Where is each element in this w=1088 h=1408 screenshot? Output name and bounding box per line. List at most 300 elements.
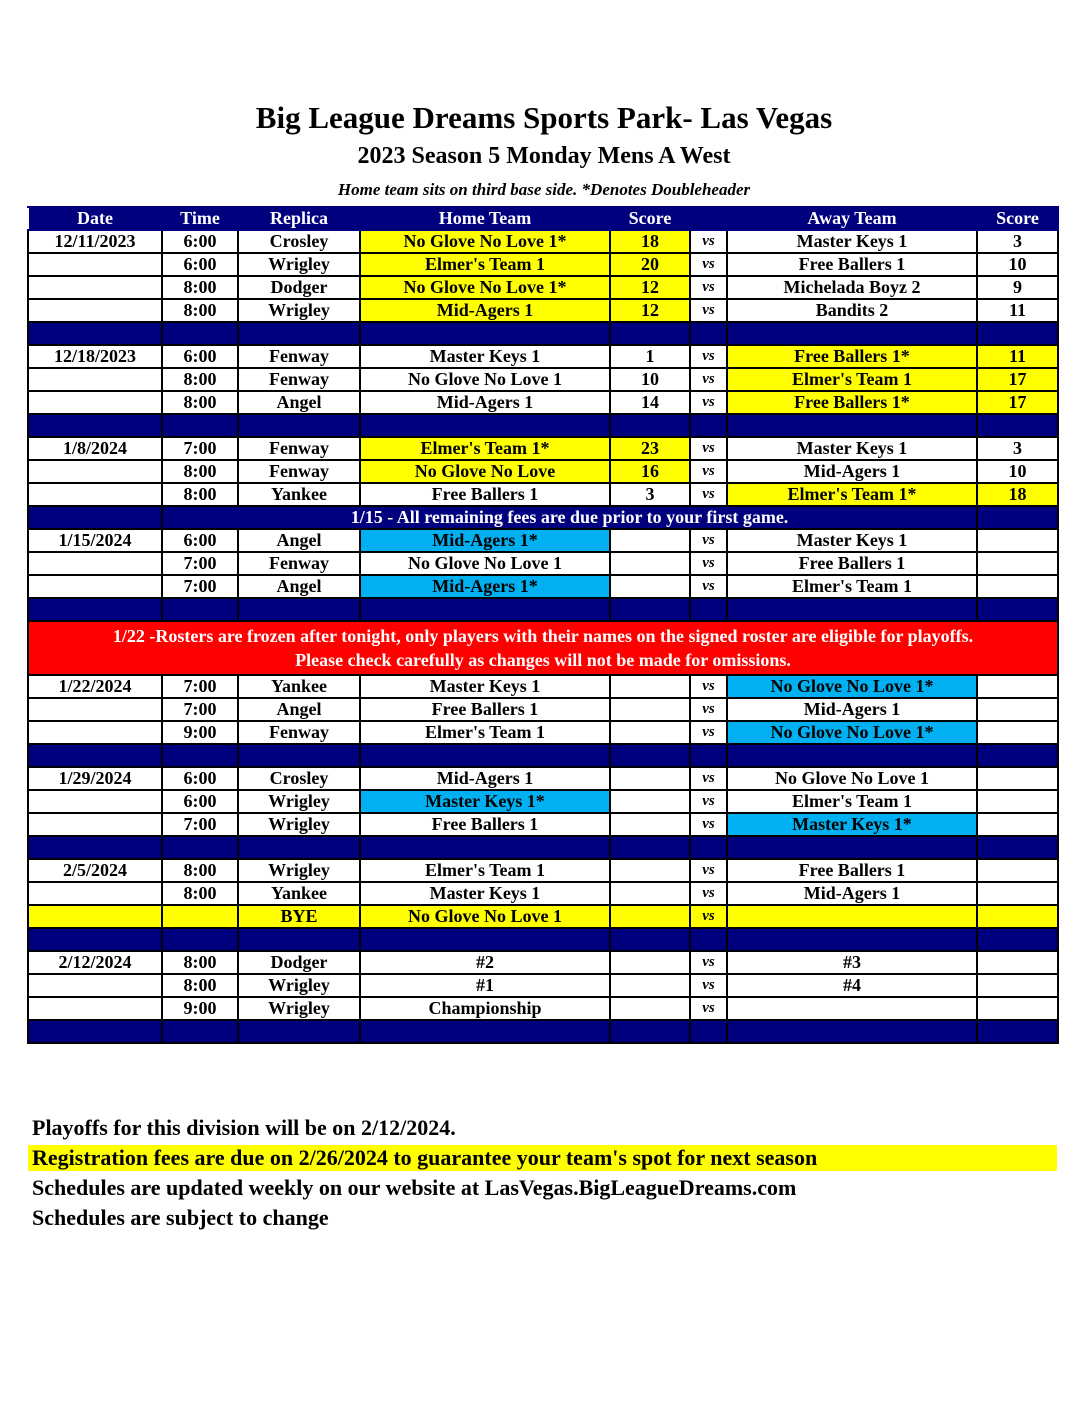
vs-cell: vs (690, 368, 727, 391)
replica-cell: Fenway (238, 437, 360, 460)
vs-cell: vs (690, 230, 727, 253)
separator-cell (360, 1020, 610, 1043)
time-cell: 7:00 (162, 675, 238, 698)
away-team-cell (727, 905, 977, 928)
date-cell (28, 997, 162, 1020)
separator-cell (238, 744, 360, 767)
fee-notice: 1/15 - All remaining fees are due prior to your first game. (162, 506, 977, 529)
time-cell: 6:00 (162, 767, 238, 790)
roster-freeze-banner (28, 621, 1058, 675)
time-cell: 7:00 (162, 698, 238, 721)
away-team-cell: Elmer's Team 1 (727, 575, 977, 598)
away-score-cell (977, 767, 1058, 790)
date-cell (28, 974, 162, 997)
date-cell: 1/15/2024 (28, 529, 162, 552)
game-row (28, 345, 1058, 368)
home-team-cell: Championship (360, 997, 610, 1020)
game-row (28, 882, 1058, 905)
change-note: Schedules are subject to change (32, 1205, 329, 1230)
home-team-cell: Free Ballers 1 (360, 813, 610, 836)
away-team-cell (727, 997, 977, 1020)
home-score-cell (610, 767, 690, 790)
separator-cell (610, 836, 690, 859)
home-team-cell: Mid-Agers 1 (360, 299, 610, 322)
date-cell: 2/12/2024 (28, 951, 162, 974)
game-row (28, 767, 1058, 790)
date-cell (28, 483, 162, 506)
replica-cell: Crosley (238, 230, 360, 253)
time-cell: 7:00 (162, 437, 238, 460)
away-team-cell: Free Ballers 1 (727, 552, 977, 575)
separator-cell (162, 414, 238, 437)
season-subtitle: 2023 Season 5 Monday Mens A West (357, 143, 731, 169)
separator-cell (727, 322, 977, 345)
replica-cell: Wrigley (238, 859, 360, 882)
date-cell (28, 721, 162, 744)
separator-cell (28, 836, 162, 859)
away-score-cell (977, 552, 1058, 575)
separator-cell (727, 1020, 977, 1043)
replica-cell: Angel (238, 575, 360, 598)
away-team-cell: Elmer's Team 1 (727, 790, 977, 813)
separator-cell (690, 598, 727, 621)
game-row (28, 698, 1058, 721)
game-row (28, 721, 1058, 744)
vs-cell: vs (690, 299, 727, 322)
home-team-cell: Elmer's Team 1 (360, 859, 610, 882)
separator-cell (977, 414, 1058, 437)
home-score-cell (610, 698, 690, 721)
away-team-cell: Free Ballers 1* (727, 345, 977, 368)
separator-cell (610, 928, 690, 951)
separator-cell (238, 322, 360, 345)
away-score-cell: 3 (977, 230, 1058, 253)
separator-row (28, 598, 1058, 621)
replica-cell: Dodger (238, 951, 360, 974)
fee-notice-row (28, 506, 1058, 529)
home-team-cell: Free Ballers 1 (360, 698, 610, 721)
date-cell (28, 575, 162, 598)
header-vs (690, 207, 727, 230)
away-score-cell (977, 698, 1058, 721)
away-team-cell: Master Keys 1 (727, 230, 977, 253)
time-cell: 8:00 (162, 276, 238, 299)
home-team-note: Home team sits on third base side. *Denotes Doubleheader (337, 180, 751, 199)
home-score-cell: 12 (610, 276, 690, 299)
separator-cell (162, 744, 238, 767)
home-team-cell: No Glove No Love 1 (360, 368, 610, 391)
vs-cell: vs (690, 882, 727, 905)
away-score-cell (977, 951, 1058, 974)
header-away-score: Score (977, 207, 1058, 230)
header-home-score: Score (610, 207, 690, 230)
separator-cell (238, 1020, 360, 1043)
home-team-cell: Mid-Agers 1* (360, 575, 610, 598)
away-team-cell: Master Keys 1 (727, 437, 977, 460)
home-score-cell: 3 (610, 483, 690, 506)
time-cell: 8:00 (162, 299, 238, 322)
separator-cell (727, 928, 977, 951)
home-team-cell: Mid-Agers 1 (360, 767, 610, 790)
home-score-cell (610, 997, 690, 1020)
separator-cell (162, 836, 238, 859)
time-cell: 6:00 (162, 345, 238, 368)
separator-cell (238, 414, 360, 437)
vs-cell: vs (690, 575, 727, 598)
home-team-cell: Elmer's Team 1 (360, 721, 610, 744)
away-score-cell (977, 721, 1058, 744)
away-team-cell: Free Ballers 1* (727, 391, 977, 414)
date-cell (28, 813, 162, 836)
separator-cell (360, 836, 610, 859)
separator-cell (610, 744, 690, 767)
replica-cell: Yankee (238, 882, 360, 905)
home-team-cell: Master Keys 1* (360, 790, 610, 813)
away-score-cell: 3 (977, 437, 1058, 460)
home-score-cell: 16 (610, 460, 690, 483)
vs-cell: vs (690, 951, 727, 974)
separator-cell (162, 928, 238, 951)
away-score-cell (977, 675, 1058, 698)
separator-cell (360, 414, 610, 437)
home-score-cell (610, 905, 690, 928)
away-score-cell (977, 997, 1058, 1020)
away-team-cell: Mid-Agers 1 (727, 460, 977, 483)
date-cell (28, 882, 162, 905)
roster-freeze-text (28, 621, 1058, 675)
vs-cell: vs (690, 905, 727, 928)
home-team-cell: No Glove No Love 1 (360, 905, 610, 928)
away-score-cell (977, 813, 1058, 836)
away-team-cell: No Glove No Love 1* (727, 721, 977, 744)
time-cell: 8:00 (162, 483, 238, 506)
separator-cell (610, 414, 690, 437)
game-row (28, 675, 1058, 698)
game-row (28, 437, 1058, 460)
game-row (28, 253, 1058, 276)
time-cell: 7:00 (162, 552, 238, 575)
home-score-cell (610, 575, 690, 598)
home-team-cell: Master Keys 1 (360, 675, 610, 698)
game-row (28, 790, 1058, 813)
separator-cell (360, 928, 610, 951)
game-row (28, 951, 1058, 974)
game-row (28, 529, 1058, 552)
game-row (28, 859, 1058, 882)
replica-cell: Fenway (238, 552, 360, 575)
table-header (28, 207, 1058, 230)
page-title: Big League Dreams Sports Park- Las Vegas (255, 100, 833, 135)
separator-row (28, 1020, 1058, 1043)
header-away-team: Away Team (727, 207, 977, 230)
home-score-cell: 10 (610, 368, 690, 391)
vs-cell: vs (690, 529, 727, 552)
header-replica: Replica (238, 207, 360, 230)
replica-cell: Fenway (238, 460, 360, 483)
date-cell (28, 460, 162, 483)
separator-cell (977, 836, 1058, 859)
vs-cell: vs (690, 767, 727, 790)
separator-cell (238, 836, 360, 859)
separator-cell (977, 928, 1058, 951)
away-team-cell: No Glove No Love 1 (727, 767, 977, 790)
separator-cell (977, 598, 1058, 621)
replica-cell: Fenway (238, 721, 360, 744)
separator-cell (28, 506, 162, 529)
home-score-cell (610, 951, 690, 974)
separator-cell (690, 1020, 727, 1043)
game-row (28, 230, 1058, 253)
separator-cell (360, 322, 610, 345)
playoffs-note: Playoffs for this division will be on 2/12/2024. (32, 1115, 456, 1140)
separator-cell (727, 744, 977, 767)
away-team-cell: Bandits 2 (727, 299, 977, 322)
replica-cell: Fenway (238, 368, 360, 391)
game-row (28, 974, 1058, 997)
game-row (28, 276, 1058, 299)
game-row (28, 813, 1058, 836)
away-team-cell: Michelada Boyz 2 (727, 276, 977, 299)
game-row (28, 483, 1058, 506)
time-cell: 7:00 (162, 575, 238, 598)
separator-cell (28, 414, 162, 437)
vs-cell: vs (690, 974, 727, 997)
time-cell: 6:00 (162, 790, 238, 813)
replica-cell: Wrigley (238, 299, 360, 322)
time-cell: 9:00 (162, 997, 238, 1020)
separator-cell (727, 836, 977, 859)
separator-cell (690, 414, 727, 437)
time-cell: 8:00 (162, 368, 238, 391)
away-team-cell: Elmer's Team 1* (727, 483, 977, 506)
vs-cell: vs (690, 345, 727, 368)
replica-cell: Wrigley (238, 790, 360, 813)
time-cell: 9:00 (162, 721, 238, 744)
separator-row (28, 744, 1058, 767)
separator-cell (977, 506, 1058, 529)
time-cell: 6:00 (162, 529, 238, 552)
separator-cell (610, 1020, 690, 1043)
replica-cell: Angel (238, 698, 360, 721)
separator-cell (977, 1020, 1058, 1043)
away-team-cell: No Glove No Love 1* (727, 675, 977, 698)
separator-cell (610, 322, 690, 345)
home-team-cell: Master Keys 1 (360, 882, 610, 905)
home-team-cell: Mid-Agers 1* (360, 529, 610, 552)
separator-cell (238, 598, 360, 621)
time-cell: 8:00 (162, 974, 238, 997)
header-time: Time (162, 207, 238, 230)
separator-row (28, 928, 1058, 951)
header-home-team: Home Team (360, 207, 610, 230)
home-score-cell (610, 552, 690, 575)
home-score-cell: 20 (610, 253, 690, 276)
separator-cell (28, 1020, 162, 1043)
date-cell (28, 698, 162, 721)
vs-cell: vs (690, 790, 727, 813)
time-cell: 6:00 (162, 230, 238, 253)
home-score-cell (610, 974, 690, 997)
vs-cell: vs (690, 859, 727, 882)
vs-cell: vs (690, 552, 727, 575)
date-cell: 12/11/2023 (28, 230, 162, 253)
home-score-cell (610, 675, 690, 698)
banner-line: 1/22 -Rosters are frozen after tonight, only players with their names on the signed roster are eligible for playoffs. (112, 626, 974, 646)
separator-row (28, 322, 1058, 345)
away-score-cell: 17 (977, 391, 1058, 414)
time-cell: 8:00 (162, 859, 238, 882)
replica-cell: Yankee (238, 483, 360, 506)
time-cell: 8:00 (162, 391, 238, 414)
date-cell (28, 905, 162, 928)
home-score-cell (610, 859, 690, 882)
game-row (28, 905, 1058, 928)
separator-cell (690, 744, 727, 767)
home-team-cell: Elmer's Team 1* (360, 437, 610, 460)
separator-cell (162, 322, 238, 345)
vs-cell: vs (690, 721, 727, 744)
home-team-cell: Elmer's Team 1 (360, 253, 610, 276)
separator-cell (727, 414, 977, 437)
game-row (28, 391, 1058, 414)
home-team-cell: #2 (360, 951, 610, 974)
home-team-cell: #1 (360, 974, 610, 997)
away-team-cell: Master Keys 1 (727, 529, 977, 552)
away-score-cell: 9 (977, 276, 1058, 299)
separator-cell (162, 598, 238, 621)
date-cell (28, 253, 162, 276)
away-team-cell: #4 (727, 974, 977, 997)
date-cell (28, 790, 162, 813)
home-score-cell (610, 721, 690, 744)
away-score-cell (977, 575, 1058, 598)
away-score-cell: 18 (977, 483, 1058, 506)
home-team-cell: Mid-Agers 1 (360, 391, 610, 414)
away-score-cell: 17 (977, 368, 1058, 391)
away-team-cell: Free Ballers 1 (727, 253, 977, 276)
separator-cell (690, 322, 727, 345)
away-team-cell: Elmer's Team 1 (727, 368, 977, 391)
website-note: Schedules are updated weekly on our website at LasVegas.BigLeagueDreams.com (32, 1175, 797, 1200)
replica-cell: Yankee (238, 675, 360, 698)
game-row (28, 460, 1058, 483)
separator-cell (360, 598, 610, 621)
away-team-cell: Mid-Agers 1 (727, 698, 977, 721)
time-cell: 8:00 (162, 951, 238, 974)
date-cell: 1/22/2024 (28, 675, 162, 698)
game-row (28, 299, 1058, 322)
away-team-cell: Free Ballers 1 (727, 859, 977, 882)
separator-cell (28, 744, 162, 767)
vs-cell: vs (690, 997, 727, 1020)
date-cell (28, 552, 162, 575)
time-cell (162, 905, 238, 928)
game-row (28, 575, 1058, 598)
banner-line: Please check carefully as changes will not be made for omissions. (295, 650, 791, 670)
separator-cell (238, 928, 360, 951)
home-score-cell (610, 882, 690, 905)
vs-cell: vs (690, 675, 727, 698)
vs-cell: vs (690, 437, 727, 460)
vs-cell: vs (690, 813, 727, 836)
separator-cell (162, 1020, 238, 1043)
away-team-cell: Mid-Agers 1 (727, 882, 977, 905)
vs-cell: vs (690, 698, 727, 721)
away-score-cell (977, 905, 1058, 928)
separator-cell (28, 598, 162, 621)
home-score-cell (610, 790, 690, 813)
away-score-cell (977, 974, 1058, 997)
separator-row (28, 414, 1058, 437)
separator-row (28, 836, 1058, 859)
vs-cell: vs (690, 460, 727, 483)
home-score-cell: 12 (610, 299, 690, 322)
separator-cell (360, 744, 610, 767)
separator-cell (977, 744, 1058, 767)
date-cell (28, 368, 162, 391)
time-cell: 6:00 (162, 253, 238, 276)
separator-cell (727, 598, 977, 621)
replica-cell: Wrigley (238, 974, 360, 997)
schedule-table (27, 206, 1059, 1044)
time-cell: 7:00 (162, 813, 238, 836)
home-team-cell: Free Ballers 1 (360, 483, 610, 506)
away-score-cell: 10 (977, 460, 1058, 483)
away-team-cell: Master Keys 1* (727, 813, 977, 836)
replica-cell: Dodger (238, 276, 360, 299)
vs-cell: vs (690, 391, 727, 414)
game-row (28, 368, 1058, 391)
replica-cell: BYE (238, 905, 360, 928)
away-score-cell: 10 (977, 253, 1058, 276)
date-cell (28, 391, 162, 414)
replica-cell: Angel (238, 529, 360, 552)
away-team-cell: #3 (727, 951, 977, 974)
separator-cell (977, 322, 1058, 345)
date-cell: 1/8/2024 (28, 437, 162, 460)
game-row (28, 997, 1058, 1020)
away-score-cell (977, 859, 1058, 882)
separator-cell (690, 928, 727, 951)
home-score-cell: 14 (610, 391, 690, 414)
vs-cell: vs (690, 276, 727, 299)
home-score-cell: 23 (610, 437, 690, 460)
date-cell (28, 276, 162, 299)
home-score-cell (610, 813, 690, 836)
away-score-cell: 11 (977, 345, 1058, 368)
home-team-cell: Master Keys 1 (360, 345, 610, 368)
away-score-cell (977, 790, 1058, 813)
separator-cell (690, 836, 727, 859)
header-date: Date (28, 207, 162, 230)
away-score-cell (977, 882, 1058, 905)
away-score-cell: 11 (977, 299, 1058, 322)
date-cell: 2/5/2024 (28, 859, 162, 882)
separator-cell (28, 928, 162, 951)
date-cell (28, 299, 162, 322)
date-cell: 12/18/2023 (28, 345, 162, 368)
time-cell: 8:00 (162, 460, 238, 483)
date-cell: 1/29/2024 (28, 767, 162, 790)
separator-cell (28, 322, 162, 345)
replica-cell: Wrigley (238, 813, 360, 836)
replica-cell: Wrigley (238, 997, 360, 1020)
game-row (28, 552, 1058, 575)
home-team-cell: No Glove No Love (360, 460, 610, 483)
home-score-cell: 1 (610, 345, 690, 368)
home-team-cell: No Glove No Love 1 (360, 552, 610, 575)
vs-cell: vs (690, 253, 727, 276)
